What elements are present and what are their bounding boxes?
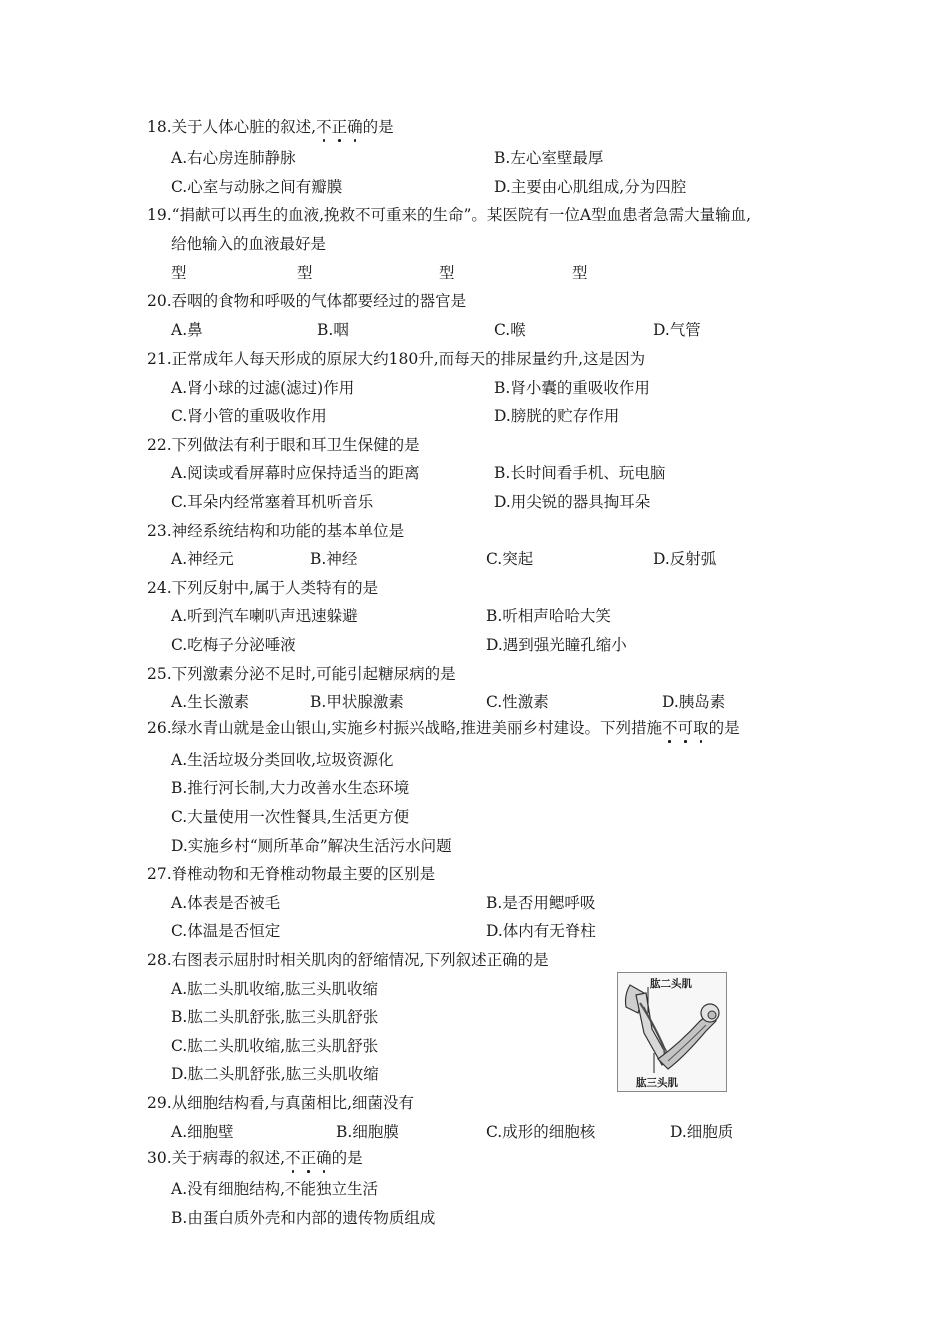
option-18-c[interactable]: C.心室与动脉之间有瓣膜 — [171, 178, 343, 196]
option-28-a[interactable]: A.肱二头肌收缩,肱三头肌收缩 — [171, 980, 379, 998]
option-26-b[interactable]: B.推行河长制,大力改善水生态环境 — [171, 779, 410, 797]
option-21-d[interactable]: D.膀胱的贮存作用 — [494, 407, 620, 425]
question-18-stem: 18.关于人体心脏的叙述,不正确的是 — [147, 118, 394, 136]
option-20-d[interactable]: D.气管 — [653, 321, 701, 339]
option-23-c[interactable]: C.突起 — [486, 550, 534, 568]
option-20-b[interactable]: B.咽 — [317, 321, 349, 339]
option-24-d[interactable]: D.遇到强光瞳孔缩小 — [486, 636, 627, 654]
question-19-stem-line2: 给他输入的血液最好是 — [171, 235, 327, 253]
question-23-stem: 23.神经系统结构和功能的基本单位是 — [147, 522, 405, 540]
option-22-d[interactable]: D.用尖锐的器具掏耳朵 — [494, 493, 651, 511]
label-triceps: 肱三头肌 — [636, 1077, 678, 1089]
option-26-a[interactable]: A.生活垃圾分类回收,垃圾资源化 — [171, 751, 394, 769]
emphasis-char: 可 — [677, 719, 694, 737]
option-23-d[interactable]: D.反射弧 — [653, 550, 717, 568]
arm-muscle-figure — [617, 972, 727, 1092]
question-19-stem: 19.“捐献可以再生的血液,挽救不可重来的生命”。某医院有一位A型血患者急需大量输血, — [147, 206, 752, 224]
option-18-b[interactable]: B.左心室壁最厚 — [494, 149, 604, 167]
question-number: 30. — [147, 1149, 172, 1167]
question-number: 29. — [147, 1094, 172, 1112]
question-number: 20. — [147, 292, 172, 310]
emphasis-char: 正 — [331, 118, 348, 136]
option-27-b[interactable]: B.是否用鳃呼吸 — [486, 894, 596, 912]
question-number: 27. — [147, 865, 172, 883]
question-number: 18. — [147, 118, 172, 136]
question-number: 22. — [147, 436, 172, 454]
question-29-stem: 29.从细胞结构看,与真菌相比,细菌没有 — [147, 1094, 415, 1112]
option-23-b[interactable]: B.神经 — [310, 550, 358, 568]
option-28-b[interactable]: B.肱二头肌舒张,肱三头肌舒张 — [171, 1008, 379, 1026]
option-26-d[interactable]: D.实施乡村“厕所革命”解决生活污水问题 — [171, 837, 452, 855]
option-22-a[interactable]: A.阅读或看屏幕时应保持适当的距离 — [171, 464, 420, 482]
emphasis-char: 确 — [316, 1149, 332, 1167]
option-22-c[interactable]: C.耳朵内经常塞着耳机听音乐 — [171, 493, 374, 511]
question-28-stem: 28.右图表示屈肘时相关肌肉的舒缩情况,下列叙述正确的是 — [147, 951, 549, 969]
option-25-a[interactable]: A.生长激素 — [171, 693, 250, 711]
option-21-a[interactable]: A.肾小球的过滤(滤过)作用 — [171, 379, 355, 397]
question-number: 19. — [147, 206, 172, 224]
question-27-stem: 27.脊椎动物和无脊椎动物最主要的区别是 — [147, 865, 436, 883]
option-19-c[interactable]: 型 — [439, 264, 455, 282]
option-19-d[interactable]: 型 — [572, 264, 588, 282]
question-22-stem: 22.下列做法有利于眼和耳卫生保健的是 — [147, 436, 420, 454]
option-18-a[interactable]: A.右心房连肺静脉 — [171, 149, 296, 167]
question-21-stem: 21.正常成年人每天形成的原尿大约180升,而每天的排尿量约升,这是因为 — [147, 350, 646, 368]
question-number: 26. — [147, 719, 172, 737]
option-28-c[interactable]: C.肱二头肌收缩,肱三头肌舒张 — [171, 1037, 379, 1055]
option-27-d[interactable]: D.体内有无脊柱 — [486, 922, 596, 940]
option-19-b[interactable]: 型 — [297, 264, 313, 282]
option-30-b[interactable]: B.由蛋白质外壳和内部的遗传物质组成 — [171, 1209, 436, 1227]
option-23-a[interactable]: A.神经元 — [171, 550, 234, 568]
question-number: 28. — [147, 951, 172, 969]
option-24-c[interactable]: C.吃梅子分泌唾液 — [171, 636, 296, 654]
option-25-b[interactable]: B.甲状腺激素 — [310, 693, 404, 711]
option-24-b[interactable]: B.听相声哈哈大笑 — [486, 607, 611, 625]
emphasis-char: 不 — [316, 118, 332, 136]
option-20-c[interactable]: C.喉 — [494, 321, 526, 339]
option-25-d[interactable]: D.胰岛素 — [662, 693, 726, 711]
question-20-stem: 20.吞咽的食物和呼吸的气体都要经过的器官是 — [147, 292, 467, 310]
option-20-a[interactable]: A.鼻 — [171, 321, 203, 339]
option-19-a[interactable]: 型 — [171, 264, 187, 282]
option-29-a[interactable]: A.细胞壁 — [171, 1123, 234, 1141]
option-28-d[interactable]: D.肱二头肌舒张,肱三头肌收缩 — [171, 1065, 379, 1083]
question-24-stem: 24.下列反射中,属于人类特有的是 — [147, 579, 379, 597]
option-25-c[interactable]: C.性激素 — [486, 693, 549, 711]
question-26-stem: 26.绿水青山就是金山银山,实施乡村振兴战略,推进美丽乡村建设。下列措施不可取的是 — [147, 719, 740, 737]
option-29-d[interactable]: D.细胞质 — [670, 1123, 734, 1141]
emphasis-char: 正 — [300, 1149, 317, 1167]
question-25-stem: 25.下列激素分泌不足时,可能引起糖尿病的是 — [147, 665, 456, 683]
label-biceps: 肱二头肌 — [650, 978, 692, 990]
option-22-b[interactable]: B.长时间看手机、玩电脑 — [494, 464, 666, 482]
option-21-c[interactable]: C.肾小管的重吸收作用 — [171, 407, 327, 425]
question-number: 24. — [147, 579, 172, 597]
emphasis-char: 确 — [347, 118, 363, 136]
option-26-c[interactable]: C.大量使用一次性餐具,生活更方便 — [171, 808, 410, 826]
question-30-stem: 30.关于病毒的叙述,不正确的是 — [147, 1149, 363, 1167]
emphasis-char: 取 — [693, 719, 709, 737]
emphasis-char: 不 — [285, 1149, 301, 1167]
option-30-a[interactable]: A.没有细胞结构,不能独立生活 — [171, 1180, 379, 1198]
question-number: 23. — [147, 522, 172, 540]
emphasis-char: 不 — [662, 719, 678, 737]
option-18-d[interactable]: D.主要由心肌组成,分为四腔 — [494, 178, 687, 196]
question-number: 25. — [147, 665, 172, 683]
question-number: 21. — [147, 350, 172, 368]
option-27-a[interactable]: A.体表是否被毛 — [171, 894, 281, 912]
option-27-c[interactable]: C.体温是否恒定 — [171, 922, 281, 940]
option-29-b[interactable]: B.细胞膜 — [336, 1123, 399, 1141]
option-29-c[interactable]: C.成形的细胞核 — [486, 1123, 596, 1141]
option-24-a[interactable]: A.听到汽车喇叭声迅速躲避 — [171, 607, 358, 625]
option-21-b[interactable]: B.肾小囊的重吸收作用 — [494, 379, 650, 397]
